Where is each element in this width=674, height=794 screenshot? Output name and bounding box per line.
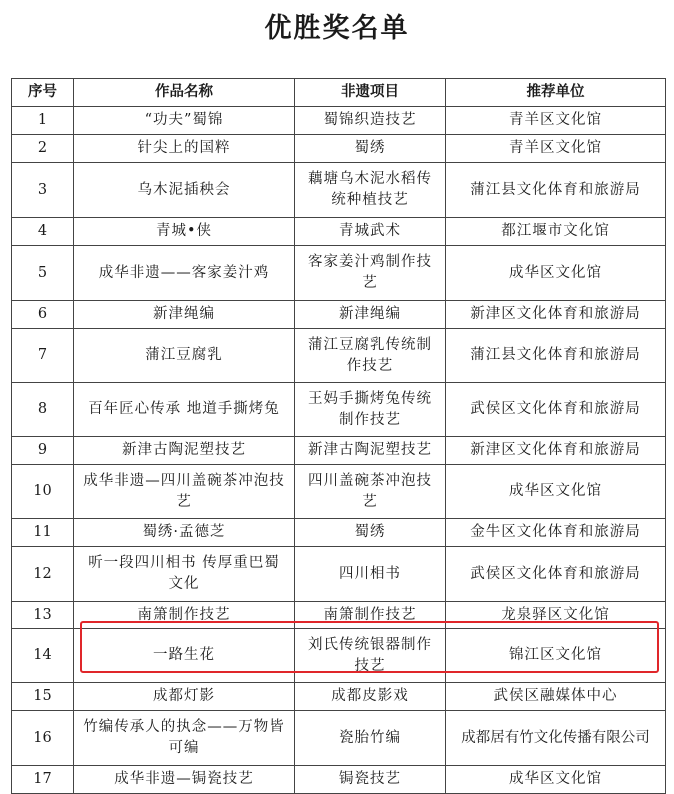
cell-recommending-unit: 都江堰市文化馆 (446, 218, 666, 246)
cell-heritage-project: 蜀绣 (295, 135, 446, 163)
cell-serial-number: 8 (12, 383, 74, 437)
cell-heritage-project: 南箫制作技艺 (295, 602, 446, 629)
cell-heritage-project: 锔瓷技艺 (295, 766, 446, 794)
cell-recommending-unit: 武侯区文化体育和旅游局 (446, 383, 666, 437)
cell-serial-number: 14 (12, 629, 74, 683)
cell-serial-number: 11 (12, 519, 74, 547)
cell-heritage-project: 藕塘乌木泥水稻传统种植技艺 (295, 163, 446, 218)
table-row (12, 683, 666, 711)
table-row (12, 437, 666, 465)
cell-work-title: 乌木泥插秧会 (74, 163, 295, 218)
table-row (12, 246, 666, 301)
cell-serial-number: 9 (12, 437, 74, 465)
cell-heritage-project: 成都皮影戏 (295, 683, 446, 711)
cell-serial-number: 15 (12, 683, 74, 711)
table-row (12, 547, 666, 602)
cell-work-title: 竹编传承人的执念——万物皆可编 (74, 711, 295, 766)
table-header-row (12, 79, 666, 107)
table-row (12, 519, 666, 547)
cell-heritage-project: 新津绳编 (295, 301, 446, 329)
table-row (12, 163, 666, 218)
cell-serial-number: 7 (12, 329, 74, 383)
cell-work-title: 百年匠心传承 地道手撕烤兔 (74, 383, 295, 437)
cell-serial-number: 2 (12, 135, 74, 163)
header-serial-number: 序号 (12, 79, 74, 107)
cell-work-title: 成华非遗——客家姜汁鸡 (74, 246, 295, 301)
cell-serial-number: 5 (12, 246, 74, 301)
cell-heritage-project: 四川盖碗茶冲泡技艺 (295, 465, 446, 519)
table-row (12, 301, 666, 329)
cell-work-title: 成华非遗—四川盖碗茶冲泡技艺 (74, 465, 295, 519)
cell-serial-number: 4 (12, 218, 74, 246)
cell-recommending-unit: 蒲江县文化体育和旅游局 (446, 163, 666, 218)
cell-heritage-project: 新津古陶泥塑技艺 (295, 437, 446, 465)
cell-work-title: 蒲江豆腐乳 (74, 329, 295, 383)
cell-work-title: 听一段四川相书 传厚重巴蜀文化 (74, 547, 295, 602)
cell-serial-number: 1 (12, 107, 74, 135)
cell-serial-number: 6 (12, 301, 74, 329)
table-row (12, 107, 666, 135)
cell-heritage-project: 刘氏传统银器制作技艺 (295, 629, 446, 683)
cell-recommending-unit: 锦江区文化馆 (446, 629, 666, 683)
header-heritage-project: 非遗项目 (295, 79, 446, 107)
cell-heritage-project: 蒲江豆腐乳传统制作技艺 (295, 329, 446, 383)
cell-work-title: “功夫”蜀锦 (74, 107, 295, 135)
cell-recommending-unit: 成都居有竹文化传播有限公司 (446, 711, 666, 766)
table-row (12, 135, 666, 163)
cell-serial-number: 10 (12, 465, 74, 519)
table-row-highlighted (12, 629, 666, 683)
cell-recommending-unit: 新津区文化体育和旅游局 (446, 437, 666, 465)
winners-table (11, 78, 666, 794)
cell-recommending-unit: 金牛区文化体育和旅游局 (446, 519, 666, 547)
cell-work-title: 青城•侠 (74, 218, 295, 246)
cell-heritage-project: 王妈手撕烤兔传统制作技艺 (295, 383, 446, 437)
cell-heritage-project: 四川相书 (295, 547, 446, 602)
cell-recommending-unit: 武侯区文化体育和旅游局 (446, 547, 666, 602)
cell-serial-number: 3 (12, 163, 74, 218)
cell-heritage-project: 青城武术 (295, 218, 446, 246)
cell-recommending-unit: 蒲江县文化体育和旅游局 (446, 329, 666, 383)
cell-recommending-unit: 新津区文化体育和旅游局 (446, 301, 666, 329)
table-row (12, 218, 666, 246)
cell-serial-number: 16 (12, 711, 74, 766)
cell-recommending-unit: 成华区文化馆 (446, 465, 666, 519)
cell-work-title: 南箫制作技艺 (74, 602, 295, 629)
cell-serial-number: 12 (12, 547, 74, 602)
cell-work-title: 蜀绣·孟德芝 (74, 519, 295, 547)
table-row (12, 711, 666, 766)
cell-recommending-unit: 成华区文化馆 (446, 246, 666, 301)
table-row (12, 602, 666, 629)
cell-recommending-unit: 龙泉驿区文化馆 (446, 602, 666, 629)
cell-heritage-project: 客家姜汁鸡制作技艺 (295, 246, 446, 301)
cell-work-title: 针尖上的国粹 (74, 135, 295, 163)
cell-recommending-unit: 成华区文化馆 (446, 766, 666, 794)
table-row (12, 465, 666, 519)
cell-serial-number: 17 (12, 766, 74, 794)
cell-work-title: 新津绳编 (74, 301, 295, 329)
cell-work-title: 成都灯影 (74, 683, 295, 711)
table-row (12, 383, 666, 437)
cell-serial-number: 13 (12, 602, 74, 629)
header-work-title: 作品名称 (74, 79, 295, 107)
cell-recommending-unit: 青羊区文化馆 (446, 107, 666, 135)
cell-work-title: 一路生花 (74, 629, 295, 683)
cell-heritage-project: 瓷胎竹编 (295, 711, 446, 766)
table-row (12, 329, 666, 383)
cell-work-title: 新津古陶泥塑技艺 (74, 437, 295, 465)
cell-work-title: 成华非遗—锔瓷技艺 (74, 766, 295, 794)
table-row (12, 766, 666, 794)
header-recommending-unit: 推荐单位 (446, 79, 666, 107)
cell-recommending-unit: 武侯区融媒体中心 (446, 683, 666, 711)
cell-heritage-project: 蜀绣 (295, 519, 446, 547)
page-title: 优胜奖名单 (264, 13, 410, 44)
cell-recommending-unit: 青羊区文化馆 (446, 135, 666, 163)
cell-heritage-project: 蜀锦织造技艺 (295, 107, 446, 135)
